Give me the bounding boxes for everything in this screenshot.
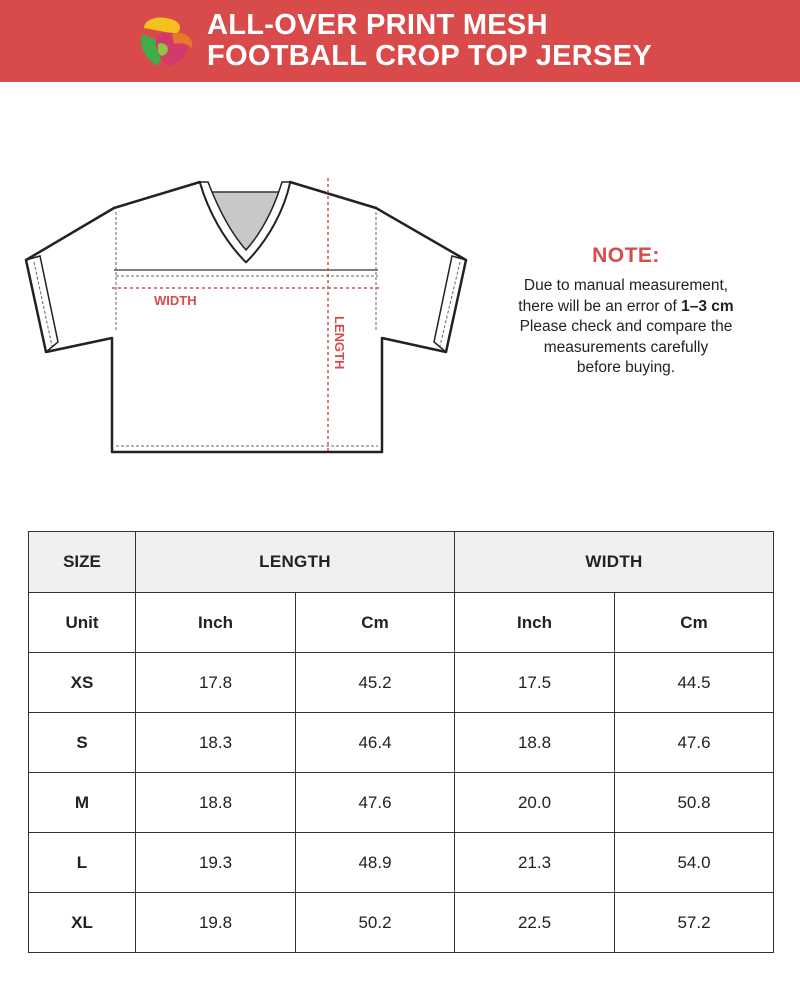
width-label: WIDTH (154, 293, 197, 308)
length-cm-cell: 46.4 (296, 713, 455, 773)
size-cell: L (29, 833, 136, 893)
note-error-range: 1–3 cm (681, 297, 734, 315)
unit-length-inch: Inch (136, 593, 296, 653)
size-cell: S (29, 713, 136, 773)
table-row (29, 713, 774, 773)
length-cm-cell: 48.9 (296, 833, 455, 893)
length-header: LENGTH (136, 532, 455, 593)
size-cell: XS (29, 653, 136, 713)
size-header: SIZE (29, 532, 136, 593)
table-row (29, 893, 774, 953)
width-cm-cell: 57.2 (615, 893, 774, 953)
width-cm-cell: 54.0 (615, 833, 774, 893)
brand-logo-icon (136, 14, 196, 70)
table-row (29, 773, 774, 833)
length-label: LENGTH (332, 316, 347, 370)
width-header: WIDTH (455, 532, 774, 593)
table-row (29, 653, 774, 713)
note-line-4: measurements carefully (543, 338, 709, 356)
width-cm-cell: 47.6 (615, 713, 774, 773)
width-inch-cell: 20.0 (455, 773, 615, 833)
length-inch-cell: 19.3 (136, 833, 296, 893)
size-cell: XL (29, 893, 136, 953)
length-cm-cell: 45.2 (296, 653, 455, 713)
title-line-1: ALL-OVER PRINT MESH (207, 9, 548, 41)
note-line-2-prefix: there will be an error of (518, 297, 682, 315)
length-inch-cell: 18.3 (136, 713, 296, 773)
title-line-2: FOOTBALL CROP TOP JERSEY (207, 40, 652, 72)
note-line-3: Please check and compare the (519, 318, 733, 335)
width-cm-cell: 44.5 (615, 653, 774, 713)
width-inch-cell: 21.3 (455, 833, 615, 893)
width-inch-cell: 17.5 (455, 653, 615, 713)
unit-row (29, 593, 774, 653)
unit-length-cm: Cm (296, 593, 455, 653)
length-inch-cell: 17.8 (136, 653, 296, 713)
length-cm-cell: 50.2 (296, 893, 455, 953)
table-header-row (29, 532, 774, 593)
length-inch-cell: 18.8 (136, 773, 296, 833)
note-line-5: before buying. (576, 359, 676, 376)
length-cm-cell: 47.6 (296, 773, 455, 833)
note-line-1: Due to manual measurement, (523, 277, 729, 294)
unit-width-inch: Inch (455, 593, 615, 653)
unit-label: Unit (29, 593, 136, 653)
width-inch-cell: 22.5 (455, 893, 615, 953)
note-panel (486, 244, 766, 379)
note-line-2 (486, 297, 766, 318)
table-row (29, 833, 774, 893)
width-cm-cell: 50.8 (615, 773, 774, 833)
size-cell: M (29, 773, 136, 833)
jersey-diagram (22, 170, 472, 460)
size-chart-table (28, 531, 774, 953)
page-title (207, 10, 652, 72)
unit-width-cm: Cm (615, 593, 774, 653)
header-banner (0, 0, 800, 82)
width-inch-cell: 18.8 (455, 713, 615, 773)
note-title: NOTE: (592, 244, 660, 267)
length-inch-cell: 19.8 (136, 893, 296, 953)
